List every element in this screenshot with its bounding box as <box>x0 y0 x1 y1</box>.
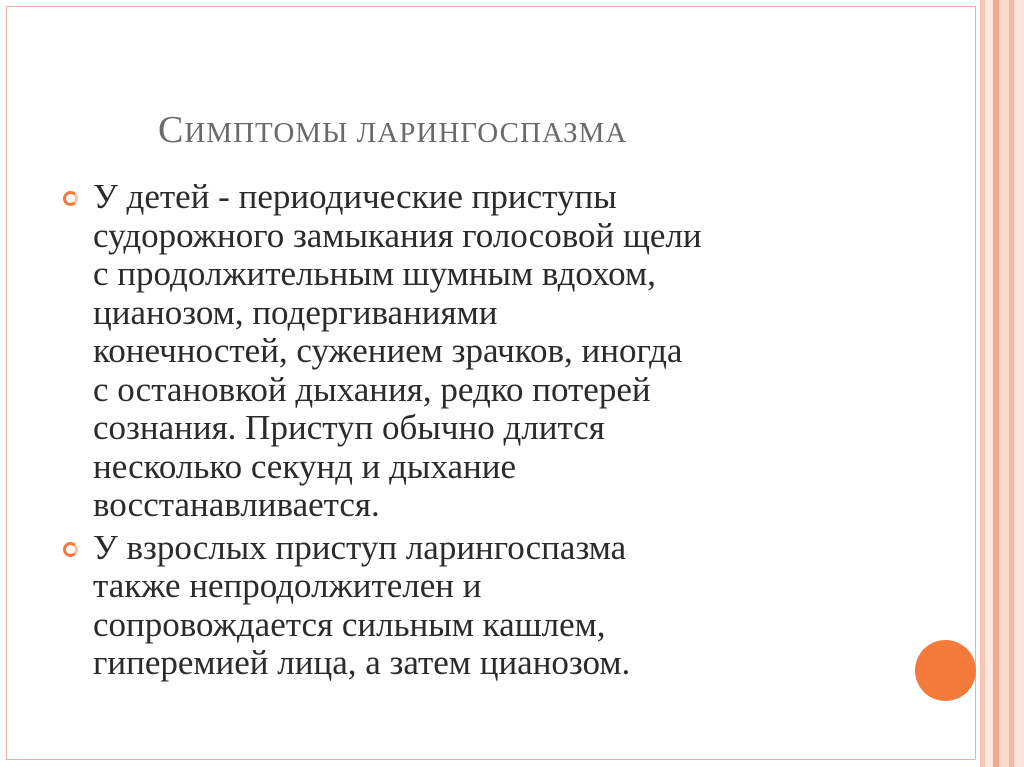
stripe <box>985 0 993 767</box>
slide-title <box>158 108 627 152</box>
bullet-text: У детей - периодические приступы судорожного замыкания голосовой щели с продолжительным шумным вдохом, цианозом, подергиваниями конечностей, сужением зрачков, иногда с остановкой дыхания, редко потерей сознания. Приступ обычно длится несколько секунд и дыхание восстанавливается. <box>93 177 702 524</box>
ring-bullet-icon <box>63 191 78 206</box>
stripe <box>1014 0 1024 767</box>
decorative-circle <box>915 640 976 701</box>
title-initial: С <box>158 109 185 151</box>
title-rest: ИМПТОМЫ ЛАРИНГОСПАЗМА <box>184 117 628 149</box>
bullet-list <box>60 178 860 687</box>
bullet-item <box>60 178 860 525</box>
ring-bullet-icon <box>63 542 78 557</box>
stripe <box>999 0 1009 767</box>
decorative-stripes <box>976 0 1024 767</box>
bullet-item <box>60 529 860 683</box>
bullet-text: У взрослых приступ ларингоспазма также непродолжителен и сопровождается сильным кашлем, гиперемией лица, а затем цианозом. <box>93 527 631 682</box>
